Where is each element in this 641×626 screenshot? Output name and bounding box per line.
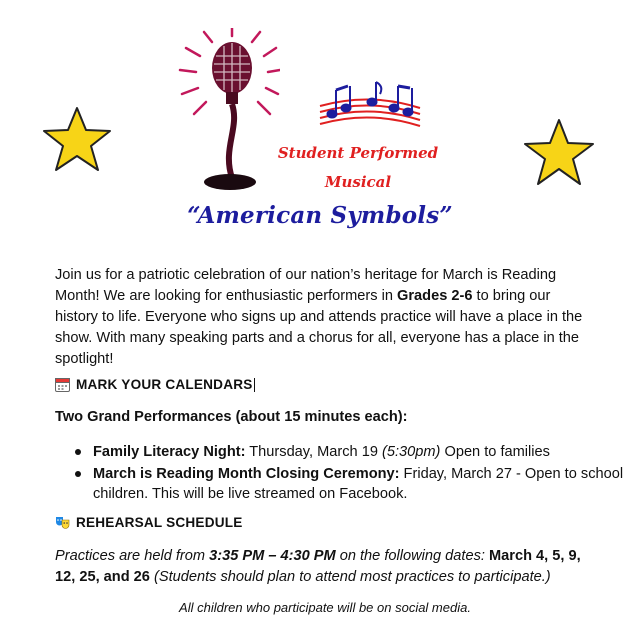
title-line2: Musical	[324, 173, 392, 191]
performance-label: March is Reading Month Closing Ceremony:	[93, 466, 400, 482]
star-left-icon	[41, 106, 113, 172]
microphone-icon	[160, 28, 280, 203]
text-cursor	[254, 378, 255, 392]
intro-paragraph	[55, 265, 595, 370]
list-item	[93, 464, 633, 504]
rehearsal-heading-text: REHEARSAL SCHEDULE	[76, 515, 243, 530]
theater-masks-icon	[55, 515, 70, 530]
performance-date: Thursday, March 19	[245, 444, 383, 460]
title-line1: Student Performed	[277, 144, 439, 162]
performance-note: Open to families	[440, 444, 550, 460]
music-notes-icon	[318, 78, 422, 137]
show-title: “American Symbols”	[187, 202, 453, 229]
social-media-note: All children who participate will be on social media.	[179, 600, 471, 615]
performance-time: (5:30pm)	[382, 444, 441, 460]
practices-mid: on the following dates:	[335, 548, 489, 564]
intro-part2: to bring our history to life. Everyone who signs up and attends practice will have a place in the show. With many speaking parts and a chorus for all, everyone has a place in the spotlight!	[55, 288, 583, 367]
calendar-icon	[55, 377, 70, 392]
practices-note: (Students should plan to attend most practices to participate.)	[149, 569, 551, 585]
intro-grades: Grades 2-6	[397, 288, 473, 304]
calendar-heading	[55, 377, 255, 392]
list-item	[93, 442, 633, 462]
practices-dates: March 4, 5, 9, 12, 25, and 26	[55, 548, 581, 585]
intro-part1: Join us for a patriotic celebration of our nation’s heritage for March is Reading Month! We are looking for enthusiastic performers in	[55, 267, 557, 304]
practices-paragraph	[55, 546, 595, 588]
practices-lead: Practices are held from	[55, 548, 210, 564]
rehearsal-heading	[55, 515, 243, 530]
practices-time-range: 3:35 PM – 4:30 PM	[209, 548, 336, 564]
performances-title: Two Grand Performances (about 15 minutes each):	[55, 409, 408, 425]
performance-date: Friday, March 27 - Open to school children. This will be live streamed on Facebook.	[93, 466, 624, 502]
calendar-heading-text: MARK YOUR CALENDARS	[76, 377, 253, 392]
performance-label: Family Literacy Night:	[93, 444, 246, 460]
performances-list	[55, 442, 633, 506]
star-right-icon	[522, 118, 596, 186]
